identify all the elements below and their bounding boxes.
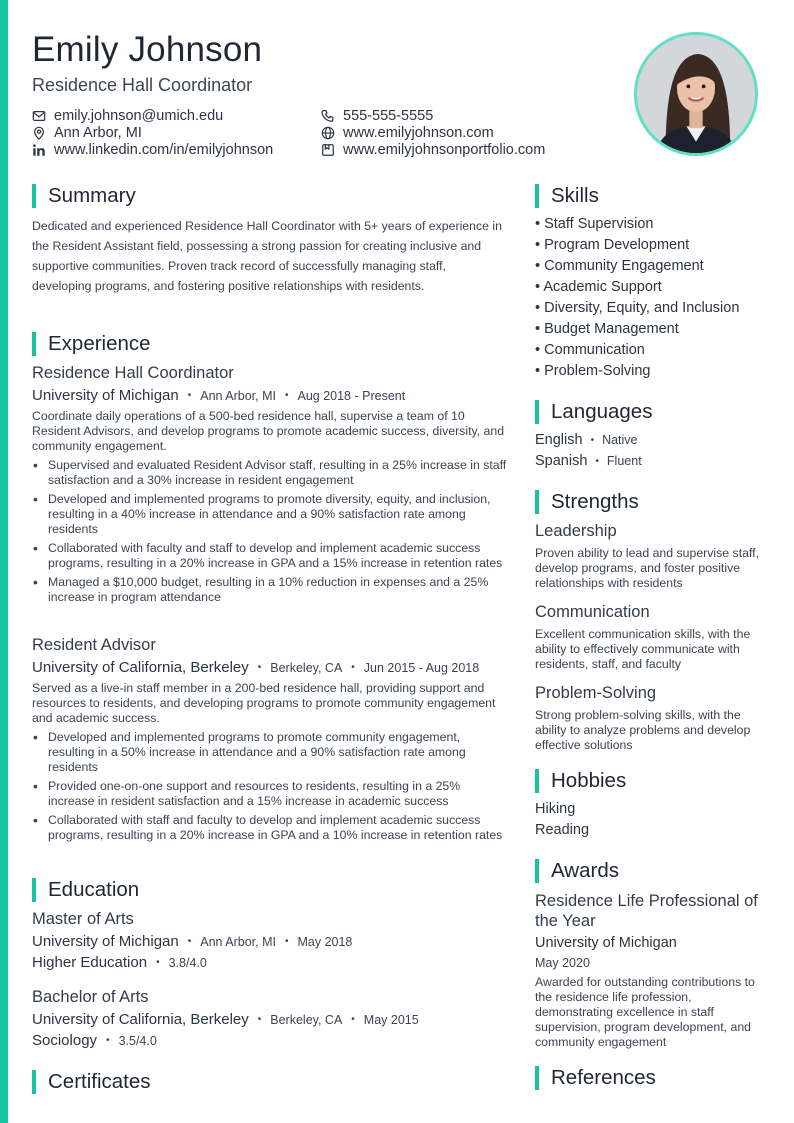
awards-heading: Awards [535,859,619,883]
strength-title: Leadership [535,522,617,540]
summary-text: Dedicated and experienced Residence Hall Coordinator with 5+ years of experience in the Resident Assistant field, possessing a strong passion for creating inclusive and supportive communities. Proven track record of successfully managing staff, developing programs, and fostering positive relationships with residents. [32,219,502,293]
list-item: • Budget Management [535,321,679,337]
list-item: • Diversity, Equity, and Inclusion [535,300,740,316]
language-item: Spanish • Fluent [535,453,642,469]
list-item: • Collaborated with staff and faculty to develop and implement academic success programs, resulting in a 20% increase in GPA and a 10% increase in retention rates [32,813,510,843]
degree-title: Master of Arts [32,910,134,928]
section-marker [535,769,539,793]
job-description: Served as a live-in staff member in a 200-bed residence hall, providing support and resources to residents, and developing programs to promote community engagement and academic success. [32,681,496,725]
skills-list [535,214,775,382]
contact-email[interactable]: emily.johnson@umich.edu [32,108,223,124]
section-marker [535,400,539,424]
job-meta: University of Michigan • Ann Arbor, MI • Aug 2018 - Present [32,387,406,404]
hobby-item: Hiking [535,801,576,817]
resume-name: Emily Johnson [32,30,263,69]
list-item: • Staff Supervision [535,216,654,232]
job-achievements [32,458,510,609]
language-item: English • Native [535,432,638,448]
award-organization: University of Michigan [535,935,677,951]
globe-icon [321,126,335,140]
education-field: Sociology • 3.5/4.0 [32,1032,157,1049]
award-date: May 2020 [535,956,590,970]
hobbies-heading: Hobbies [535,769,626,793]
job-title: Residence Hall Coordinator [32,364,234,382]
section-marker [535,184,539,208]
list-item: • Developed and implemented programs to promote diversity, equity, and inclusion, resulting in a 40% increase in attendance and a 90% satisfaction rate among residents [32,492,510,537]
strength-title: Problem-Solving [535,684,657,702]
job-description: Coordinate daily operations of a 500-bed residence hall, supervise a team of 10 Resident Advisors, and develop programs to promote academic success, diversity, and community engagement. [32,409,505,453]
section-marker [32,1070,36,1094]
job-title: Resident Advisor [32,636,156,654]
degree-title: Bachelor of Arts [32,988,149,1006]
strengths-heading: Strengths [535,490,639,514]
location-pin-icon [32,126,46,140]
contact-phone[interactable]: 555-555-5555 [321,108,433,124]
languages-heading: Languages [535,400,652,424]
certificates-heading: Certificates [32,1070,151,1094]
skills-heading: Skills [535,184,599,208]
linkedin-icon [32,143,46,157]
education-meta: University of California, Berkeley • Berkeley, CA • May 2015 [32,1011,419,1028]
list-item: • Supervised and evaluated Resident Advisor staff, resulting in a 25% increase in staff satisfaction and a 30% increase in resident engagement [32,458,510,488]
education-meta: University of Michigan • Ann Arbor, MI • May 2018 [32,933,353,950]
contact-website[interactable]: www.emilyjohnson.com [321,125,494,141]
list-item: • Collaborated with faculty and staff to develop and implement academic success programs, resulting in a 20% increase in GPA and a 15% increase in retention rates [32,541,510,571]
list-item: • Managed a $10,000 budget, resulting in a 10% reduction in expenses and a 25% increase in program attendance [32,575,510,605]
list-item: • Program Development [535,237,690,253]
summary-heading: Summary [32,184,136,208]
education-field: Higher Education • 3.8/4.0 [32,954,207,971]
education-heading: Education [32,878,139,902]
contact-linkedin[interactable]: www.linkedin.com/in/emilyjohnson [32,142,273,158]
references-heading: References [535,1066,656,1090]
job-meta: University of California, Berkeley • Berkeley, CA • Jun 2015 - Aug 2018 [32,659,480,676]
phone-icon [321,109,335,123]
list-item: • Developed and implemented programs to promote community engagement, resulting in a 50% increase in attendance and a 90% satisfaction rate among residents [32,730,510,775]
strength-description: Strong problem-solving skills, with the ability to analyze problems and develop effective solutions [535,708,751,752]
experience-heading: Experience [32,332,151,356]
section-marker [32,332,36,356]
portrait-image [637,35,755,153]
strength-title: Communication [535,603,650,621]
list-item: • Academic Support [535,279,662,295]
job-achievements [32,730,510,847]
award-title: Residence Life Professional of the Year [535,892,758,930]
list-item: • Provided one-on-one support and resources to residents, resulting in a 25% increase in resident satisfaction and a 15% increase in academic success [32,779,510,809]
contact-portfolio[interactable]: www.emilyjohnsonportfolio.com [321,142,545,158]
list-item: • Problem-Solving [535,363,651,379]
section-marker [32,878,36,902]
section-marker [535,859,539,883]
profile-photo [634,32,758,156]
hobby-item: Reading [535,822,590,838]
strength-description: Proven ability to lead and supervise staff, develop programs, and foster positive relationships with residents [535,546,759,590]
section-marker [535,490,539,514]
job-title-header: Residence Hall Coordinator [32,75,253,95]
mail-icon [32,109,46,123]
portfolio-icon [321,143,335,157]
section-marker [32,184,36,208]
section-marker [535,1066,539,1090]
list-item: • Communication [535,342,645,358]
strength-description: Excellent communication skills, with the ability to effectively communicate with residents, staff, and faculty [535,627,751,671]
contact-location: Ann Arbor, MI [32,125,142,141]
award-description: Awarded for outstanding contributions to the residence life profession, demonstrating excellence in staff supervision, program development, and community engagement [535,975,755,1049]
accent-bar [0,0,8,1123]
list-item: • Community Engagement [535,258,704,274]
